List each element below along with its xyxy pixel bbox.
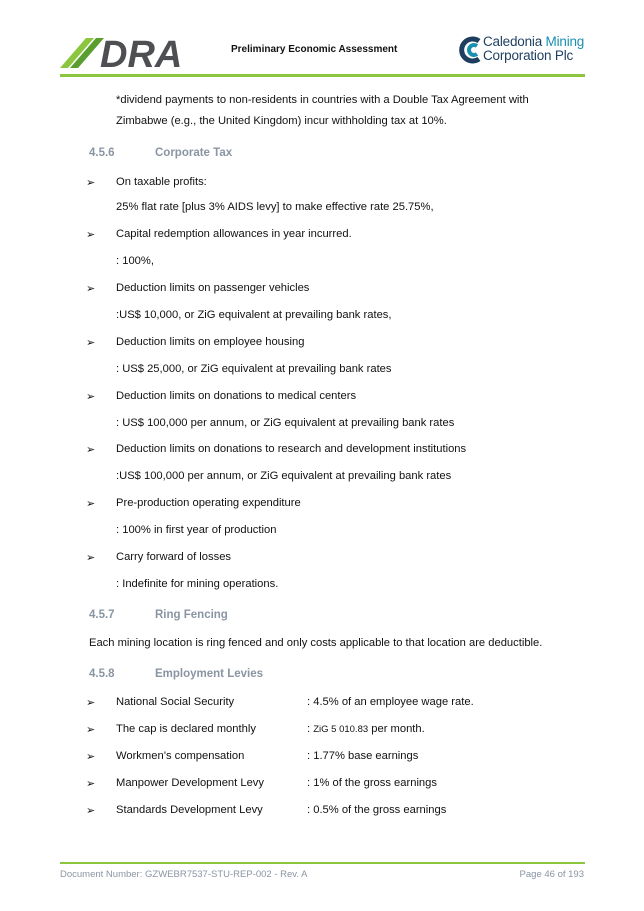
document-number: Document Number: GZWEBR7537-STU-REP-002 - Rev. A xyxy=(60,869,308,880)
levy-name: Manpower Development Levy xyxy=(116,777,264,789)
levy-value: : 1% of the gross earnings xyxy=(307,777,437,789)
levy-name: The cap is declared monthly xyxy=(116,723,256,735)
levy-value: : 1.77% base earnings xyxy=(307,750,419,762)
dra-logo-text: DRA xyxy=(100,34,183,70)
caledonia-logo xyxy=(457,31,585,69)
header-divider xyxy=(60,74,585,77)
caledonia-emblem-icon xyxy=(457,35,483,65)
page-header xyxy=(60,30,585,78)
levy-value: : ZiG 5 010.83 per month. xyxy=(307,723,425,735)
bullet-icon: ➢ xyxy=(86,697,96,709)
tax-item-detail: : 100%, xyxy=(116,255,154,267)
tax-item-label: Deduction limits on employee housing xyxy=(116,336,305,348)
bullet-icon: ➢ xyxy=(86,751,96,763)
bullet-icon: ➢ xyxy=(86,283,96,295)
section-title: Employment Levies xyxy=(155,668,264,680)
section-heading-4-5-8 xyxy=(89,668,263,680)
bullet-icon: ➢ xyxy=(86,229,96,241)
bullet-icon: ➢ xyxy=(86,552,96,564)
bullet-icon: ➢ xyxy=(86,498,96,510)
levy-value: : 4.5% of an employee wage rate. xyxy=(307,696,474,708)
tax-item-detail: 25% flat rate [plus 3% AIDS levy] to make effective rate 25.75%, xyxy=(116,201,434,213)
footer-divider xyxy=(60,862,585,864)
dra-logo xyxy=(60,34,200,70)
levy-name: Workmen’s compensation xyxy=(116,750,245,762)
bullet-icon: ➢ xyxy=(86,337,96,349)
bullet-icon: ➢ xyxy=(86,805,96,817)
page-number: Page 46 of 193 xyxy=(519,869,584,880)
intro-line-2: Zimbabwe (e.g., the United Kingdom) incur withholding tax at 10%. xyxy=(116,115,447,127)
tax-item-detail: : 100% in first year of production xyxy=(116,524,277,536)
tax-item-detail: : US$ 100,000 per annum, or ZiG equivalent at prevailing bank rates xyxy=(116,417,455,429)
tax-item-detail: :US$ 10,000, or ZiG equivalent at prevailing bank rates, xyxy=(116,309,392,321)
tax-item-label: On taxable profits: xyxy=(116,176,207,188)
section-number: 4.5.6 xyxy=(89,147,115,159)
tax-item-label: Deduction limits on donations to medical centers xyxy=(116,390,357,402)
bullet-icon: ➢ xyxy=(86,177,96,189)
section-heading-4-5-7 xyxy=(89,609,228,621)
bullet-icon: ➢ xyxy=(86,391,96,403)
tax-item-label: Deduction limits on donations to research and development institutions xyxy=(116,443,467,455)
ring-fencing-text: Each mining location is ring fenced and only costs applicable to that location are deductible. xyxy=(89,637,543,649)
levy-name: National Social Security xyxy=(116,696,235,708)
tax-item-detail: : US$ 25,000, or ZiG equivalent at prevailing bank rates xyxy=(116,363,392,375)
tax-item-label: Pre-production operating expenditure xyxy=(116,497,301,509)
tax-item-detail: :US$ 100,000 per annum, or ZiG equivalent at prevailing bank rates xyxy=(116,470,452,482)
bullet-icon: ➢ xyxy=(86,724,96,736)
section-heading-4-5-6 xyxy=(89,147,232,159)
bullet-icon: ➢ xyxy=(86,444,96,456)
section-number: 4.5.8 xyxy=(89,668,115,680)
section-number: 4.5.7 xyxy=(89,609,115,621)
tax-item-label: Carry forward of losses xyxy=(116,551,232,563)
levy-value: : 0.5% of the gross earnings xyxy=(307,804,447,816)
tax-item-detail: : Indefinite for mining operations. xyxy=(116,578,279,590)
levy-name: Standards Development Levy xyxy=(116,804,263,816)
header-title: Preliminary Economic Assessment xyxy=(231,44,398,55)
caledonia-logo-text: Caledonia Mining Corporation Plc xyxy=(483,34,585,63)
intro-line-1: *dividend payments to non-residents in countries with a Double Tax Agreement with xyxy=(116,94,529,106)
tax-item-label: Deduction limits on passenger vehicles xyxy=(116,282,310,294)
bullet-icon: ➢ xyxy=(86,778,96,790)
tax-item-label: Capital redemption allowances in year incurred. xyxy=(116,228,352,240)
section-title: Corporate Tax xyxy=(155,147,233,159)
section-title: Ring Fencing xyxy=(155,609,228,621)
